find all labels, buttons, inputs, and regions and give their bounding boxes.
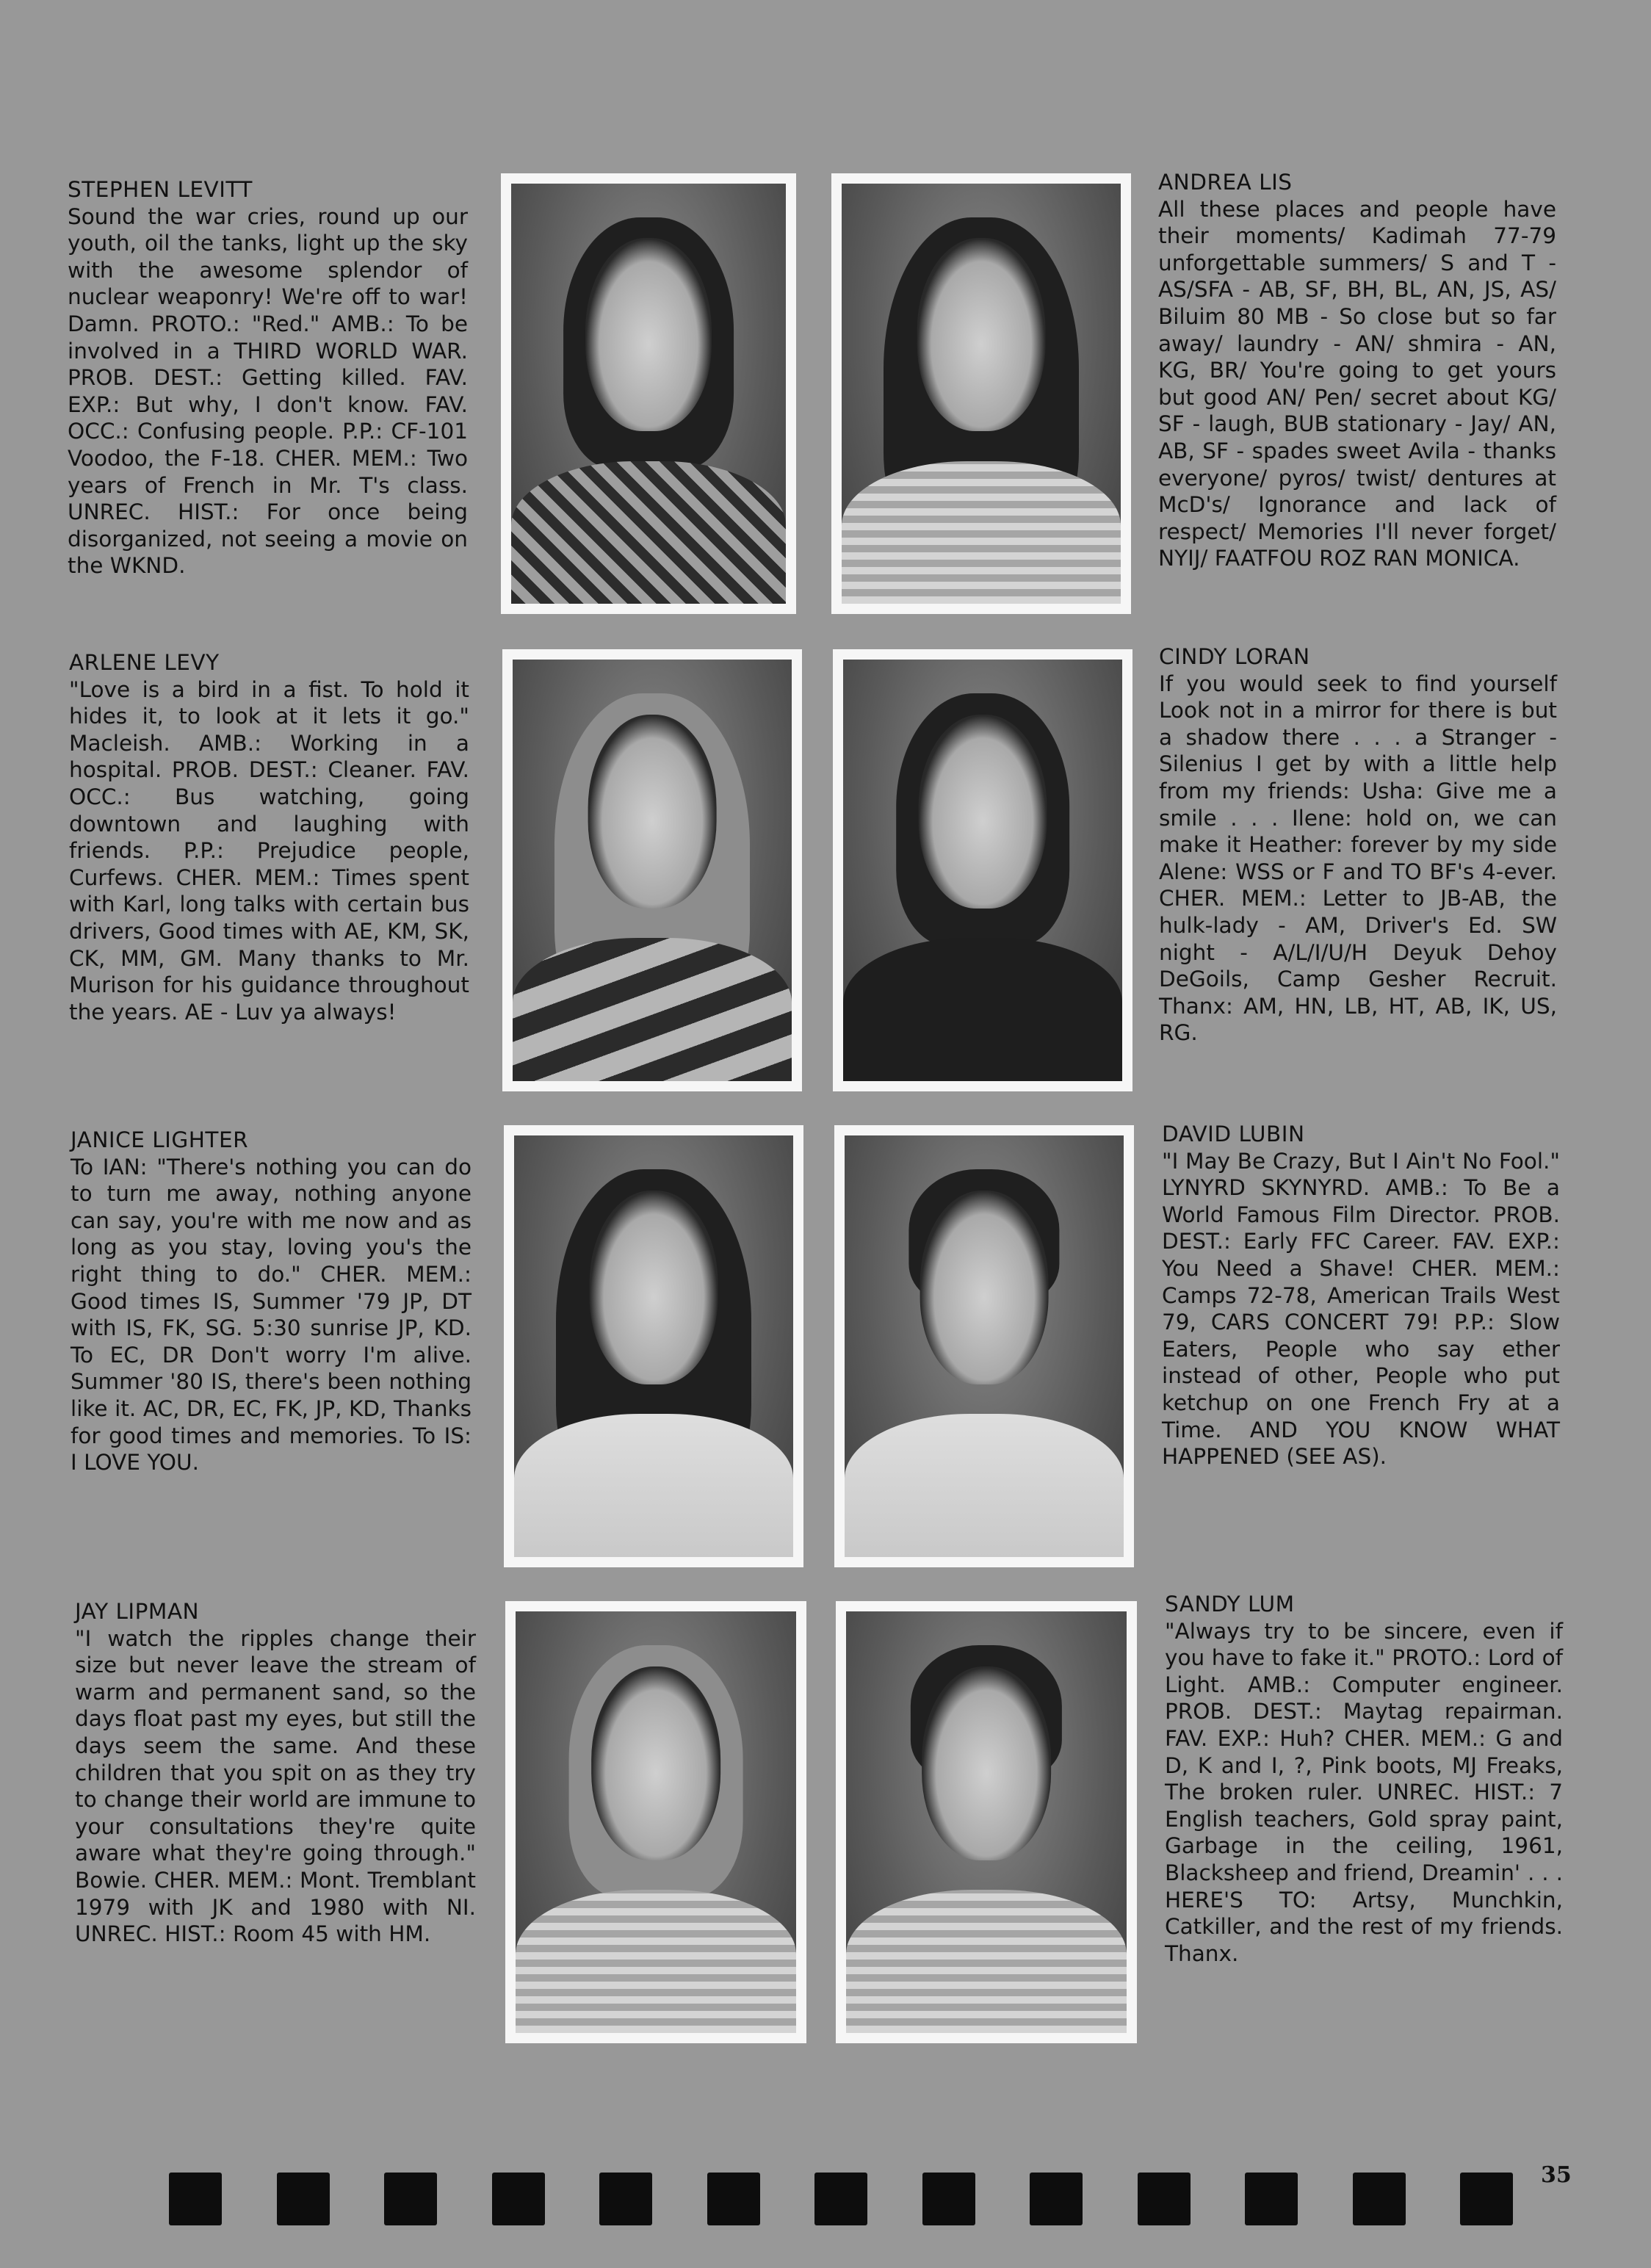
student-name: ARLENE LEVY [69, 650, 220, 675]
portrait-arlene-levy [502, 649, 802, 1091]
student-name: SANDY LUM [1165, 1592, 1295, 1617]
student-bio-text: "I May Be Crazy, But I Ain't No Fool." LYNYRD SKYNYRD. AMB.: To Be a World Famous Film Director. PROB. DEST.: Early FFC Career. FAV. EXP.: You Need a Shave! CHER. MEM.: Camps 72-78, American Trails West 79, CARS CONCERT 79! P.P.: Slow Eaters, People who say ether instead of other, People who put ketchup on one French Fry at a Time. AND YOU KNOW WHAT HAPPENED (SEE AS). [1162, 1148, 1560, 1470]
portrait-cindy-loran [833, 649, 1132, 1091]
decorative-square [599, 2173, 652, 2225]
portrait-jay-lipman [505, 1601, 806, 2043]
student-bio-text: "Always try to be sincere, even if you have to fake it." PROTO.: Lord of Light. AMB.: Computer engineer. PROB. DEST.: Maytag repairman. FAV. EXP.: Huh? CHER. MEM.: G and D, K and I, ?, Pink boots, MJ Freaks, The broken ruler. UNREC. HIST.: 7 English teachers, Gold spray paint, Garbage in the ceiling, 1961, Blacksheep and friend, Dreamin' . . . HERE'S TO: Artsy, Munchkin, Catkiller, and the rest of my friends. Thanx. [1165, 1618, 1563, 1966]
bio-cindy-loran [1159, 643, 1557, 1047]
decorative-square [492, 2173, 545, 2225]
bio-jay-lipman [75, 1598, 476, 1948]
student-name: ANDREA LIS [1158, 170, 1293, 195]
portrait-janice-lighter [504, 1125, 803, 1567]
decorative-square [707, 2173, 760, 2225]
bio-sandy-lum [1165, 1591, 1563, 1967]
bio-stephen-levitt [68, 176, 468, 579]
decorative-square [1030, 2173, 1083, 2225]
student-bio-text: Sound the war cries, round up our youth, oil the tanks, light up the sky with the awesome splendor of nuclear weaponry! We're off to war! Damn. PROTO.: "Red." AMB.: To be involved in a THIRD WORLD WAR. PROB. DEST.: Getting killed. FAV. EXP.: But why, I don't know. FAV. OCC.: Confusing people. P.P.: CF-101 Voodoo, the F-18. CHER. MEM.: Two years of French in Mr. T's class. UNREC. HIST.: For once being disorganized, not seeing a movie on the WKND. [68, 203, 468, 579]
decorative-square [277, 2173, 330, 2225]
portrait-stephen-levitt [501, 173, 796, 614]
bio-arlene-levy [69, 649, 469, 1025]
decorative-square [169, 2173, 222, 2225]
student-name: DAVID LUBIN [1162, 1122, 1305, 1146]
student-bio-text: If you would seek to find yourself Look not in a mirror for there is but a shadow there . . . a Stranger - Silenius I get by with a little help from my friends: Usha: Give me a smile . . . Ilene: hold on, we can make it Heather: forever by my side Alene: WSS or F and TO BF's 4-ever. CHER. MEM.: Letter to JB-AB, the hulk-lady - AM, Driver's Ed. SW night - A/L/I/U/H Deyuk Dehoy DeGoils, Camp Gesher Recruit. Thanx: AM, HN, LB, HT, AB, IK, US, RG. [1159, 671, 1557, 1046]
decorative-square [1353, 2173, 1406, 2225]
bio-janice-lighter [71, 1127, 472, 1476]
student-bio-text: "Love is a bird in a fist. To hold it hides it, to look at it lets it go." Macleish. AMB.: Working in a hospital. PROB. DEST.: Cleaner. FAV. OCC.: Bus watching, going downtown and laughing with friends. P.P.: Prejudice people, Curfews. CHER. MEM.: Times spent with Karl, long talks with certain bus drivers, Good times with AE, KM, SK, CK, MM, GM. Many thanks to Mr. Murison for his guidance throughout the years. AE - Luv ya always! [69, 676, 469, 1025]
portrait-sandy-lum [836, 1601, 1137, 2043]
student-name: STEPHEN LEVITT [68, 177, 253, 202]
student-bio-text: All these places and people have their moments/ Kadimah 77-79 unforgettable summers/ S and T - AS/SFA - AB, SF, BH, BL, AN, JS, AS/ Biluim 80 MB - So close but so far away/ laundry - AN/ shmira - AN, KG, BR/ You're going to get yours but good AN/ Pen/ secret about KG/ SF - laugh, BUB stationary - Jay/ AN, AB, SF - spades sweet Avila - thanks everyone/ pyros/ twist/ dentures at McD's/ Ignorance and lack of respect/ Memories I'll never forget/ NYIJ/ FAATFOU ROZ RAN MONICA. [1158, 196, 1556, 571]
decorative-square [814, 2173, 867, 2225]
portrait-david-lubin [834, 1125, 1134, 1567]
decorative-square [1245, 2173, 1298, 2225]
decorative-square [1460, 2173, 1513, 2225]
student-name: CINDY LORAN [1159, 644, 1310, 669]
bio-andrea-lis [1158, 169, 1556, 572]
portrait-andrea-lis [831, 173, 1131, 614]
student-name: JAY LIPMAN [75, 1599, 200, 1624]
bio-david-lubin [1162, 1121, 1560, 1470]
decorative-square [1138, 2173, 1191, 2225]
page-number: 35 [1541, 2162, 1572, 2188]
student-name: JANICE LIGHTER [71, 1127, 249, 1152]
student-bio-text: "I watch the ripples change their size but never leave the stream of warm and permanent sand, so the days float past my eyes, but still the days seem the same. And these children that you spit on as they try to change their world are immune to your consultations they're quite aware what they're going through." Bowie. CHER. MEM.: Mont. Tremblant 1979 with JK and 1980 with NI. UNREC. HIST.: Room 45 with HM. [75, 1625, 476, 1947]
student-bio-text: To IAN: "There's nothing you can do to turn me away, nothing anyone can say, you're with me now and as long as you stay, loving you's the right thing to do." CHER. MEM.: Good times IS, Summer '79 JP, DT with IS, FK, SG. 5:30 sunrise JP, KD. To EC, DR Don't worry I'm alive. Summer '80 IS, there's been nothing like it. AC, DR, EC, FK, JP, KD, Thanks for good times and memories. To IS: I LOVE YOU. [71, 1154, 472, 1476]
decorative-square [384, 2173, 437, 2225]
decorative-square [922, 2173, 975, 2225]
decorative-square-strip [169, 2173, 1513, 2225]
